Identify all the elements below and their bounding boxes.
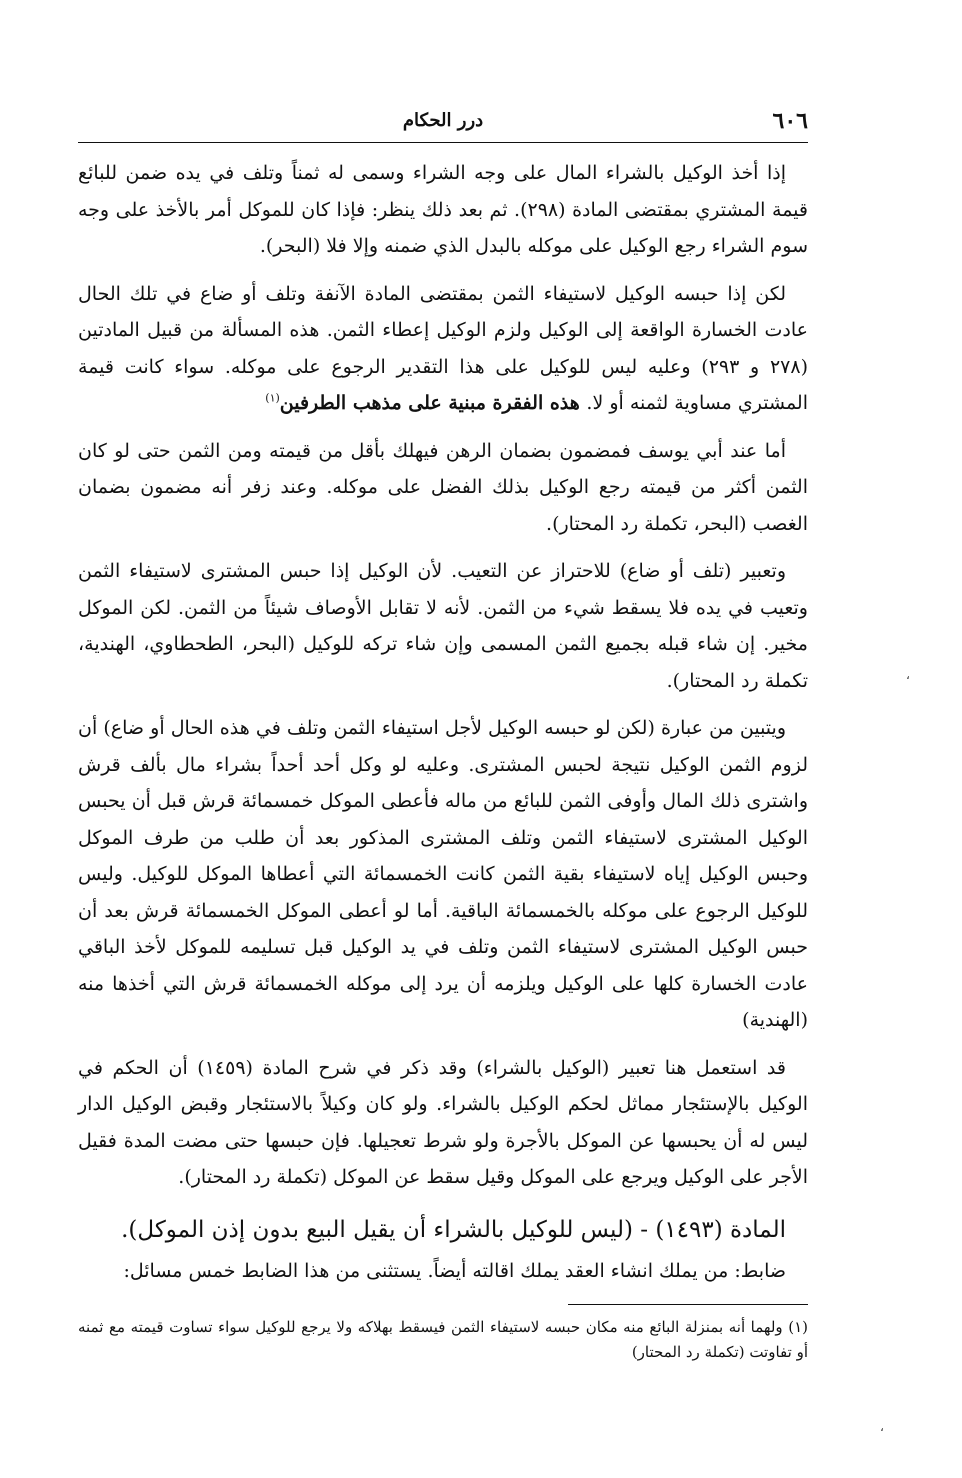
paragraph-3-text: أما عند أبي يوسف فمضمون بضمان الرهن فيهلك بأقل من قيمته ومن الثمن حتى لو كان الثمن أكثر من قيمته رجع الوكيل بذلك الفضل على موكله. وعند زفر أنه مضمون بضمان الغصب (البحر، تكملة رد المحتار). <box>78 439 808 535</box>
article-heading: المادة (١٤٩٣) - (ليس للوكيل بالشراء أن يقيل البيع بدون إذن الموكل). <box>121 1216 786 1243</box>
paragraph-4-text: وتعبير (تلف أو ضاع) للاحتراز عن التعيب. لأن الوكيل إذا حبس المشترى لاستيفاء الثمن وتعيب في يده فلا يسقط شيء من الثمن. لأنه لا تقابل الأوصاف شيئاً من الثمن. لكن الموكل مخير. إن شاء قبله بجميع الثمن المسمى وإن شاء تركه للوكيل (البحر، الطحطاوي، الهندية، تكملة رد المحتار). <box>78 560 808 692</box>
paragraph-6 <box>78 1050 808 1196</box>
margin-mark-bottom: ، <box>880 1420 884 1434</box>
paragraph-5 <box>78 710 808 1039</box>
paragraph-2-text: لكن إذا حبسه الوكيل لاستيفاء الثمن بمقتضى المادة الآنفة وتلف أو ضاع في تلك الحال عادت الخسارة الواقعة إلى الوكيل ولزم الوكيل إعطاء الثمن. هذه المسألة من قبيل المادتين (٢٧٨ و ٢٩٣) وعليه ليس للوكيل على هذا التقدير الرجوع على موكله. سواء كانت قيمة المشتري مساوية لثمنه أو لا. <box>78 282 808 414</box>
paragraph-2 <box>78 276 808 422</box>
margin-mark-right: ، <box>906 668 910 682</box>
paragraph-5-text: ويتبين من عبارة (لكن لو حبسه الوكيل لأجل استيفاء الثمن وتلف في هذه الحال أو ضاع) أن لزوم الثمن الوكيل نتيجة لحبس المشترى. وعليه لو وكل أحد أحداً بشراء مال بألف قرش واشترى ذلك المال وأوفى الثمن للبائع من ماله فأعطى الموكل خمسمائة قرش قبل أن يحبس الوكيل المشترى لاستيفاء الثمن وتلف المشترى المذكور بعد أن طلب من طرف الموكل وحبس الوكيل إياه لاستيفاء بقية الثمن كانت الخمسمائة التي أعطاها الموكل للوكيل. وليس للوكيل الرجوع على موكله بالخمسمائة الباقية. أما لو أعطى الموكل الخمسمائة قرش بعد أن حبس الوكيل المشترى لاستيفاء الثمن وتلف في يد الوكيل قبل تسليمه للموكل لأخذ الباقي عادت الخسارة كلها على الوكيل ويلزمه أن يرد إلى موكله الخمسمائة قرش التي أخذها منه (الهندية) <box>78 717 808 1031</box>
page-number: ٦٠٦ <box>772 108 808 134</box>
footnote-1: (١) ولهما أنه بمنزلة البائع منه مكان حبسه لاستيفاء الثمن فيسقط بهلاكه ولا يرجع للوكيل سواء تساوت قيمته مع ثمنه أو تفاوتت (تكملة رد المحتار) <box>78 1317 808 1361</box>
paragraph-6-text: قد استعمل هنا تعبير (الوكيل بالشراء) وقد ذكر في شرح المادة (١٤٥٩) أن الحكم في الوكيل بالإستئجار مماثل لحكم الوكيل بالشراء. ولو كان وكيلاً بالاستئجار وقبض الوكيل الدار ليس له أن يحبسها عن الموكل بالأجرة ولو شرط تعجيلها. فإن حبسها حتى مضت المدة فقيل الأجر على الوكيل ويرجع على الموكل وقيل سقط عن الموكل (تكملة رد المحتار). <box>78 1056 808 1188</box>
body-text <box>78 155 808 1365</box>
footnote-separator <box>568 1304 808 1305</box>
page <box>78 108 808 1365</box>
paragraph-2-bold-note: هذه الفقرة مبنية على مذهب الطرفين <box>279 392 587 414</box>
paragraph-4 <box>78 553 808 699</box>
paragraph-3 <box>78 433 808 543</box>
footnote-reference: (١) <box>265 391 280 405</box>
book-title: درر الحكام <box>402 110 484 131</box>
running-header <box>78 108 808 143</box>
paragraph-1-text: إذا أخذ الوكيل بالشراء المال على وجه الشراء وسمى له ثمناً وتلف في يده ضمن للبائع قيمة المشتري بمقتضى المادة (٢٩٨). ثم بعد ذلك ينظر: فإذا كان للموكل أمر بالأخذ على وجه سوم الشراء رجع الوكيل على موكله بالبدل الذي ضمنه وإلا فلا (البحر). <box>78 162 808 257</box>
rule-statement: ضابط: من يملك انشاء العقد يملك اقالته أيضاً. يستثنى من هذا الضابط خمس مسائل: <box>123 1259 786 1282</box>
paragraph-1 <box>78 155 808 265</box>
